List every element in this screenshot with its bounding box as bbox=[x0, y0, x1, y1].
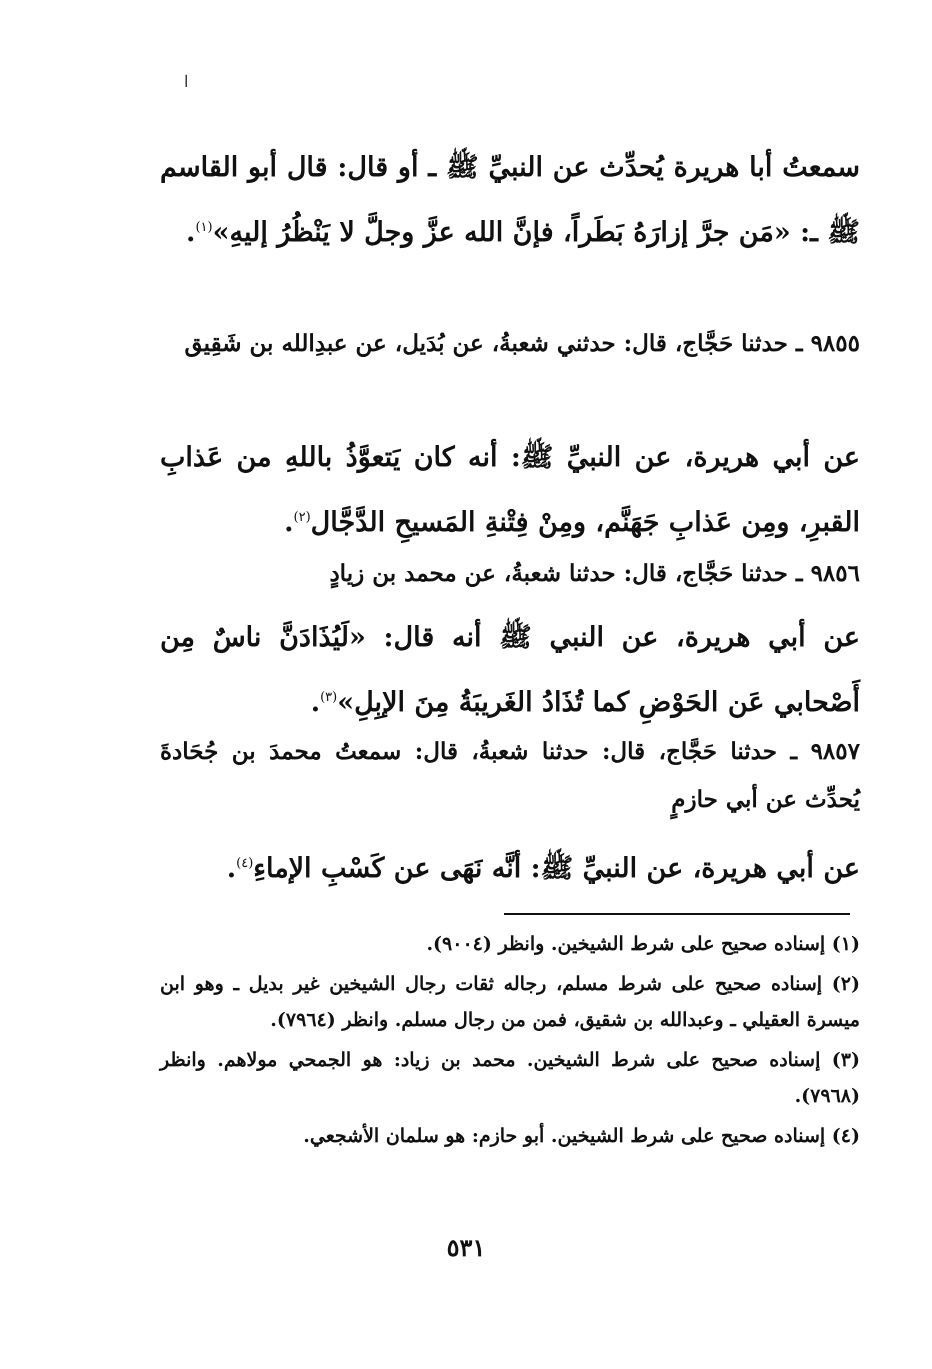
footnote-marker: (٣) bbox=[320, 690, 338, 705]
stray-ink-mark: ا bbox=[184, 72, 189, 91]
page-number: ٥٣١ bbox=[446, 1233, 486, 1262]
hadith-text: سمعتُ أبا هريرة يُحدِّث عن النبيِّ ﷺ ـ أو قال: قال أبو القاسم ﷺ ـ: «مَن جرَّ إزارَهُ بَطَراً، فإنَّ الله عزَّ وجلَّ لا يَنْظُرُ إليهِ» bbox=[160, 152, 860, 248]
period: . bbox=[310, 687, 321, 718]
footnote-3: (٣) إسناده صحيح على شرط الشيخين. محمد بن زياد: هو الجمحي مولاهم. وانظر (٧٩٦٨). bbox=[160, 1049, 860, 1107]
hadith-text-block bbox=[160, 834, 860, 899]
isnad-block bbox=[160, 320, 860, 368]
footnote-marker: (١) bbox=[195, 220, 213, 235]
isnad-paragraph: ٩٨٥٦ ـ حدثنا حَجَّاج، قال: حدثنا شعبةُ، عن محمد بن زيادٍ bbox=[329, 560, 860, 587]
footnote-divider bbox=[504, 913, 850, 915]
hadith-paragraph bbox=[160, 138, 860, 263]
hadith-text-block bbox=[160, 428, 860, 553]
period: . bbox=[186, 217, 196, 248]
footnote-2: (٢) إسناده صحيح على شرط مسلم، رجاله ثقات رجال الشيخين غير بديل ـ وهو ابن ميسرة العقيلي ـ وعبدالله بن شقيق، فمن من رجال مسلم. وانظر (٧٩٦٤). bbox=[160, 973, 860, 1031]
period: . bbox=[284, 507, 294, 538]
hadith-paragraph bbox=[160, 834, 860, 899]
hadith-text: عن أبي هريرة، عن النبيِّ ﷺ: أنَّه نَهَى عن كَسْبِ الإماءِ bbox=[253, 853, 860, 884]
isnad-block bbox=[160, 550, 860, 598]
hadith-text: عن أبي هريرة، عن النبيِّ ﷺ: أنه كان يَتعوَّذُ باللهِ من عَذابِ القبرِ، ومِن عَذابِ جَهَنَّم، ومِنْ فِتْنةِ المَسيحِ الدَّجَّال bbox=[160, 442, 860, 538]
footnote-1: (١) إسناده صحيح على شرط الشيخين. وانظر (٩٠٠٤). bbox=[426, 933, 860, 955]
footnote-4: (٤) إسناده صحيح على شرط الشيخين. أبو حازم: هو سلمان الأشجعي. bbox=[303, 1125, 860, 1147]
isnad-paragraph: ٩٨٥٧ ـ حدثنا حَجَّاج، قال: حدثنا شعبةُ، قال: سمعتُ محمدَ بن جُحَادةَ يُحدِّث عن أبي حازمٍ bbox=[160, 738, 860, 813]
period: . bbox=[226, 853, 237, 884]
footnote-marker: (٢) bbox=[293, 510, 311, 525]
hadith-text: عن أبي هريرة، عن النبي ﷺ أنه قال: «لَيُذَادَنَّ ناسٌ مِن أَصْحابي عَن الحَوْضِ كما تُذَادُ الغَريبَةُ مِنَ الإبِلِ» bbox=[160, 622, 860, 718]
hadith-paragraph bbox=[160, 428, 860, 553]
isnad-block bbox=[160, 728, 860, 824]
hadith-text-block bbox=[160, 608, 860, 733]
hadith-text-block bbox=[160, 138, 860, 263]
isnad-paragraph: ٩٨٥٥ ـ حدثنا حَجَّاج، قال: حدثني شعبةُ، عن بُدَيل، عن عبدِالله بن شَقِيق bbox=[184, 330, 860, 357]
footnote-marker: (٤) bbox=[236, 856, 254, 871]
hadith-paragraph bbox=[160, 608, 860, 733]
footnotes-section bbox=[160, 926, 860, 1158]
